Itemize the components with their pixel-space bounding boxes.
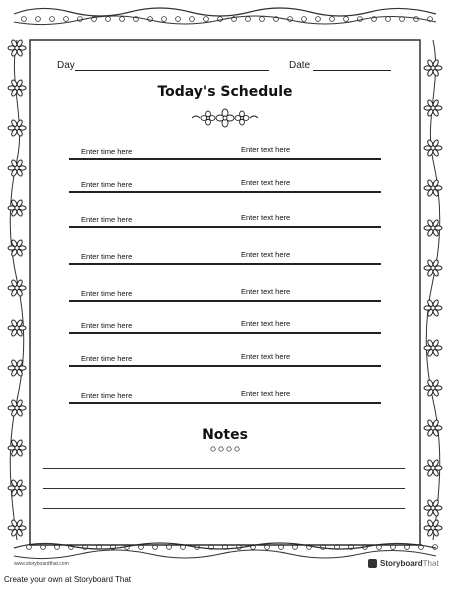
schedule-text[interactable]: Enter text here [241,389,291,398]
schedule-time[interactable]: Enter time here [81,252,133,261]
row-line [69,158,381,160]
row-line [69,332,381,334]
date-label: Date [289,60,311,71]
notes-line[interactable] [43,508,405,509]
footer-text[interactable]: Create your own at Storyboard That [4,575,132,584]
notes-ornament-icon [207,445,243,453]
row-line [69,191,381,193]
notes-heading: Notes [202,427,248,443]
schedule-row[interactable] [69,208,381,228]
schedule-text[interactable]: Enter text here [241,319,291,328]
day-label: Day [57,60,75,71]
title-ornament-icon [190,108,260,128]
footer-bar [0,570,450,589]
logo-text: StoryboardThat [380,558,439,568]
schedule-time[interactable]: Enter time here [81,354,133,363]
schedule-time[interactable]: Enter time here [81,215,133,224]
schedule-text[interactable]: Enter text here [241,213,291,222]
schedule-text[interactable]: Enter text here [241,250,291,259]
schedule-row[interactable] [69,173,381,193]
schedule-text[interactable]: Enter text here [241,178,291,187]
schedule-time[interactable]: Enter time here [81,180,133,189]
date-input-line[interactable] [313,70,391,71]
row-line [69,263,381,265]
row-line [69,402,381,404]
schedule-time[interactable]: Enter time here [81,321,133,330]
storyboard-that-logo[interactable] [368,557,439,569]
day-input-line[interactable] [75,70,269,71]
schedule-time[interactable]: Enter time here [81,147,133,156]
page-title: Today's Schedule [157,84,293,100]
row-line [69,226,381,228]
schedule-row[interactable] [69,282,381,302]
notes-line[interactable] [43,488,405,489]
schedule-text[interactable]: Enter text here [241,352,291,361]
row-line [69,300,381,302]
schedule-row[interactable] [69,347,381,367]
schedule-row[interactable] [69,384,381,404]
row-line [69,365,381,367]
schedule-text[interactable]: Enter text here [241,287,291,296]
schedule-text[interactable]: Enter text here [241,145,291,154]
schedule-time[interactable]: Enter time here [81,391,133,400]
notes-line[interactable] [43,468,405,469]
schedule-time[interactable]: Enter time here [81,289,133,298]
schedule-row[interactable] [69,140,381,160]
watermark-url: www.storyboardthat.com [14,561,69,567]
schedule-row[interactable] [69,314,381,334]
storyboard-logo-icon [368,559,377,568]
schedule-row[interactable] [69,245,381,265]
